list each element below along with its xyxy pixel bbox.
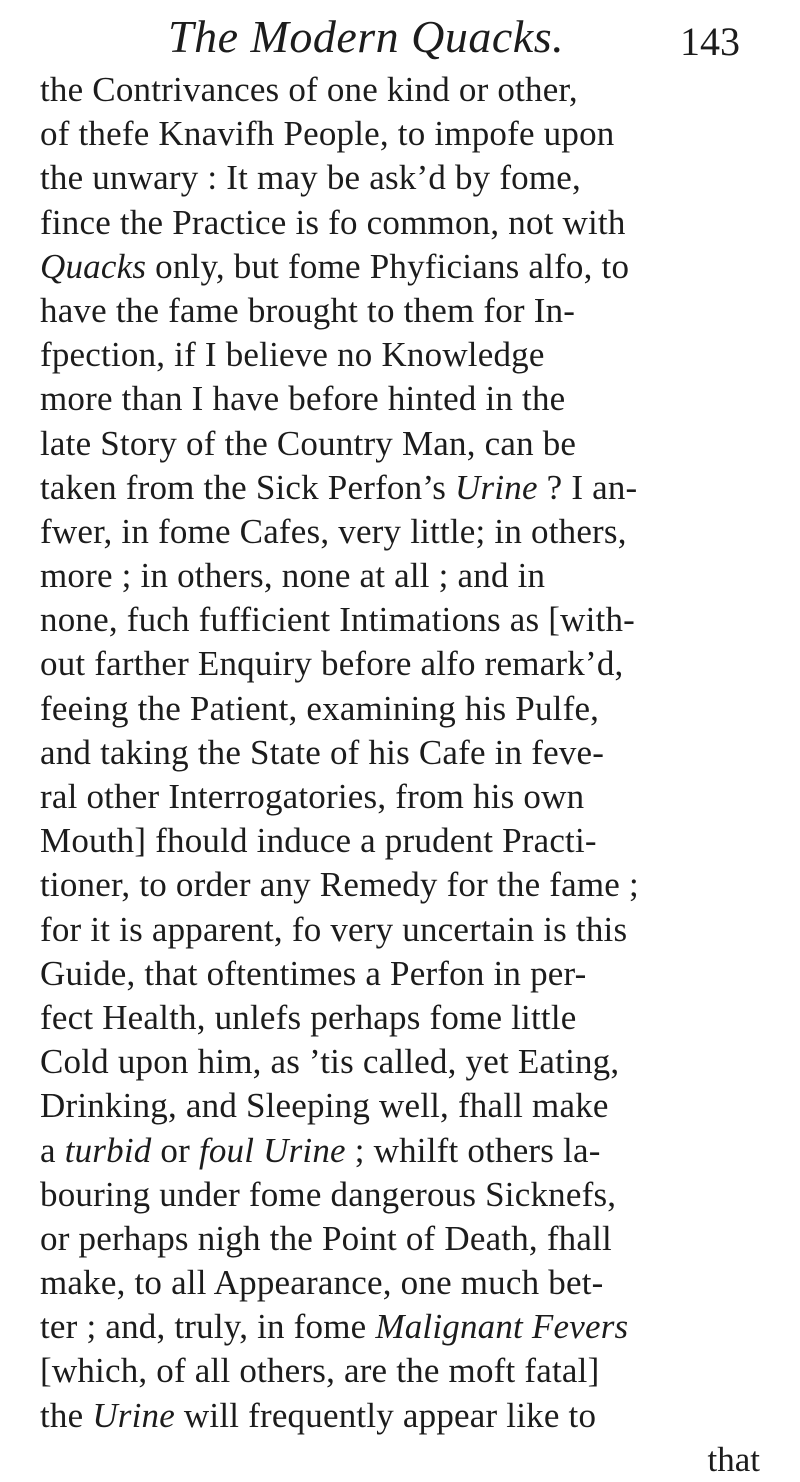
italic-segment: Urine	[92, 1395, 175, 1435]
text-segment: none, fuch fufficient Intimations as [with-	[40, 600, 636, 640]
text-line	[40, 996, 790, 1040]
text-line	[40, 775, 790, 819]
text-line	[40, 245, 790, 289]
text-line	[40, 908, 790, 952]
text-segment: or	[151, 1130, 199, 1170]
text-line	[40, 819, 790, 863]
text-segment: more than I have before hinted in the	[40, 379, 566, 419]
text-line	[40, 1040, 790, 1084]
text-segment: Guide, that oftentimes a Perfon in per-	[40, 953, 587, 993]
text-segment: taken from the Sick Perfon’s	[40, 467, 456, 507]
italic-segment: Quacks	[40, 246, 147, 286]
text-line	[40, 466, 790, 510]
text-segment: will frequently appear like to	[174, 1395, 597, 1435]
text-segment: late Story of the Country Man, can be	[40, 423, 577, 463]
text-line	[40, 510, 790, 554]
text-segment: have the fame brought to them for In-	[40, 290, 576, 330]
text-segment: fince the Practice is fo common, not with	[40, 202, 626, 242]
text-line	[40, 1084, 790, 1128]
text-line	[40, 289, 790, 333]
text-segment: [which, of all others, are the moft fatal]	[40, 1351, 600, 1391]
text-segment: ter ; and, truly, in fome	[40, 1307, 376, 1347]
text-segment: of thefe Knavifh People, to impofe upon	[40, 114, 615, 154]
text-line	[40, 1349, 790, 1393]
text-segment: ? I an-	[537, 467, 638, 507]
italic-segment: turbid	[64, 1130, 152, 1170]
text-line	[40, 1129, 790, 1173]
text-segment: Mouth] fhould induce a prudent Practi-	[40, 821, 597, 861]
text-segment: make, to all Appearance, one much bet-	[40, 1263, 604, 1303]
text-segment: bouring under fome dangerous Sicknefs,	[40, 1174, 617, 1214]
text-segment: for it is apparent, fo very uncertain is this	[40, 909, 628, 949]
text-line	[40, 333, 790, 377]
text-line	[40, 68, 790, 112]
text-line	[40, 554, 790, 598]
text-segment: more ; in others, none at all ; and in	[40, 556, 546, 596]
text-segment: tioner, to order any Remedy for the fame ;	[40, 865, 639, 905]
italic-segment: Urine	[455, 467, 538, 507]
text-line	[40, 1261, 790, 1305]
text-segment: Drinking, and Sleeping well, fhall make	[40, 1086, 609, 1126]
text-segment: only, but fome Phyficians alfo, to	[146, 246, 630, 286]
text-line	[40, 1305, 790, 1349]
page-number: 143	[680, 19, 740, 64]
text-segment: and taking the State of his Cafe in feve-	[40, 732, 605, 772]
text-line	[40, 156, 790, 200]
text-line	[40, 731, 790, 775]
italic-segment: Malignant Fevers	[375, 1307, 629, 1347]
text-line	[40, 598, 790, 642]
text-segment: ; whilft others la-	[345, 1130, 601, 1170]
text-segment: out farther Enquiry before alfo remark’d,	[40, 644, 624, 684]
running-title: The Modern Quacks.	[168, 11, 565, 62]
text-line	[40, 863, 790, 907]
text-segment: the Contrivances of one kind or other,	[40, 70, 578, 109]
text-segment: ral other Interrogatories, from his own	[40, 777, 585, 816]
running-head	[0, 4, 800, 70]
text-line	[40, 377, 790, 421]
body-text	[40, 68, 790, 1482]
text-line	[40, 1394, 790, 1438]
text-segment: a	[40, 1130, 65, 1170]
text-line	[40, 687, 790, 731]
text-segment: or perhaps nigh the Point of Death, fhall	[40, 1218, 612, 1258]
text-segment: Cold upon him, as ’tis called, yet Eating,	[40, 1042, 620, 1082]
text-segment: fect Health, unlefs perhaps fome little	[40, 997, 577, 1037]
text-line	[40, 1217, 790, 1261]
text-line	[40, 422, 790, 466]
text-segment: fwer, in fome Cafes, very little; in others,	[40, 511, 627, 551]
text-segment: fpection, if I believe no Knowledge	[40, 335, 545, 375]
text-line	[40, 112, 790, 156]
text-line	[40, 201, 790, 245]
text-segment: the unwary : It may be ask’d by fome,	[40, 158, 581, 198]
italic-segment: foul Urine	[198, 1130, 346, 1170]
catchword: that	[707, 1439, 760, 1479]
text-line	[40, 642, 790, 686]
text-line	[40, 1173, 790, 1217]
text-segment: feeing the Patient, examining his Pulfe,	[40, 688, 600, 728]
text-segment: the	[40, 1395, 93, 1435]
text-line	[40, 952, 790, 996]
